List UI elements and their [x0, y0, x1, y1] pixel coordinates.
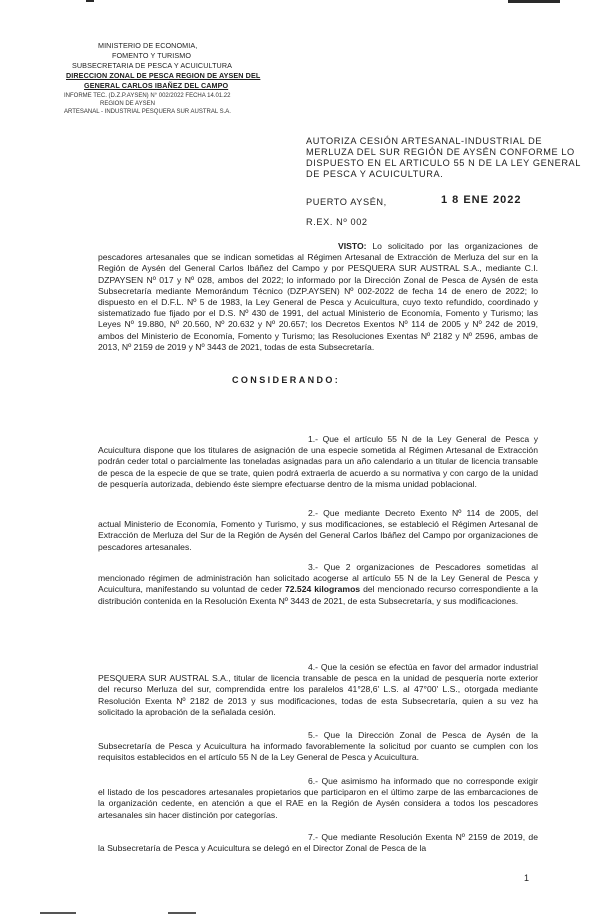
considerando-item-3	[98, 562, 538, 607]
visto-paragraph	[98, 241, 538, 353]
subject-line: AUTORIZA CESIÓN ARTESANAL-INDUSTRIAL DE	[306, 136, 543, 146]
scan-edge-mark	[86, 0, 94, 2]
place-label: PUERTO AYSÉN,	[306, 197, 387, 207]
considerando-item-7: 7.- Que mediante Resolución Exenta Nº 2159 de 2019, de la Subsecretaría de Pesca y Acuicultura se delegó en el Director Zonal de Pesca de la	[98, 832, 538, 854]
cession-amount: 72.524 kilogramos	[284, 584, 361, 595]
subject-line: MERLUZA DEL SUR REGIÓN DE AYSÉN CONFORME LO	[306, 147, 575, 157]
visto-text: Lo solicitado por las organizaciones de pescadores artesanales que se indican sometidas al Régimen Artesanal de Extracción de Merluza del sur en la Región de Aysén del General Carlos Ibáñez del Campo y por PESQUERA SUR AUSTRAL S.A., mediante C.I. DZPAYSEN Nº 017 y Nº 028, ambos del 2022; lo informado por la Dirección Zonal de Pesca de Aysén de esta Subsecretaría mediante Memorándum Técnico (DZP.AYSEN) Nº 002-2022 de fecha 14 de enero de 2022; lo dispuesto en el D.F.L. Nº 5 de 1983, la Ley General de Pesca y Acuicultura, cuyo texto refundido, coordinado y sistematizado fue fijado por el D.S. Nº 430 de 1991, del actual Ministerio de Economía, Fomento y Turismo; las Leyes Nº 19.880, Nº 20.560, Nº 20.632 y Nº 20.657; los Decretos Exentos Nº 114 de 2005 y Nº 242 de 2019, ambos del Ministerio de Economía, Fomento y Turismo; las Resoluciones Exentas Nº 2182 y Nº 2596, ambas de 2013, Nº 2159 de 2019 y Nº 3443 de 2021, todas de esta Subsecretaría.	[98, 241, 538, 352]
visto-label: VISTO:	[338, 241, 367, 251]
item-3-text-end: del mencionado recurso correspondiente a la distribución contenida en la Resolución Exenta Nº 3443 de 2021, de esta Subsecretaría, y sus modificaciones.	[98, 584, 538, 606]
reference-region: REGION DE AYSEN	[100, 101, 155, 107]
item-3-text: 3.- Que 2 organizaciones de Pescadores sometidas al mencionado régimen de administración han solicitado acogerse al artículo 55 N de la Ley General de Pesca y Acuicultura, manifestando su voluntad de ceder	[98, 562, 538, 595]
resolution-number: R.EX. Nº 002	[306, 217, 368, 227]
considerando-item-4: 4.- Que la cesión se efectúa en favor del armador industrial PESQUERA SUR AUSTRAL S.A., titular de licencia transable de pesca en la unidad de pesquería norte exterior del recurso Merluza del sur, comprendida entre los paralelos 41°28,6' L.S. al 47°00' L.S., otorgada mediante Resolución Exenta Nº 2182 de 2013 y sus modificaciones, todas de esta Subsecretaría, quien a su vez ha solicitado la aprobación de la señalada cesión.	[98, 662, 538, 717]
considerando-item-6: 6.- Que asimismo ha informado que no corresponde exigir el listado de los pescadores artesanales propietarios que participaron en el último zarpe de las embarcaciones de la organización cedente, en atención a que el RAE en la Región de Aysén considera a todos los pescadores artesanales sin hacer distinción por categorías.	[98, 776, 538, 820]
reference-parties: ARTESANAL - INDUSTRIAL PESQUERA SUR AUSTRAL S.A.	[64, 109, 231, 115]
region-general-line: GENERAL CARLOS IBAÑEZ DEL CAMPO	[84, 81, 229, 90]
page-number: 1	[524, 873, 530, 883]
ministry-line: MINISTERIO DE ECONOMIA,	[98, 41, 198, 50]
subject-line: DISPUESTO EN EL ARTICULO 55 N DE LA LEY GENERAL	[306, 158, 581, 168]
considerando-item-2: 2.- Que mediante Decreto Exento Nº 114 de 2005, del actual Ministerio de Economía, Fomento y Turismo, y sus modificaciones, se estableció el Régimen Artesanal de Extracción de Merluza del Sur de la Región de Aysén del General Carlos Ibáñez del Campo por organizaciones de pescadores artesanales.	[98, 508, 538, 552]
considerando-item-1: 1.- Que el artículo 55 N de la Ley General de Pesca y Acuicultura dispone que los titulares de asignación de una especie sometida al Régimen Artesanal de Extracción podrán ceder total o parcialmente las toneladas asignadas para un año calendario a un titular de licencia transable de pesca de la especie de que se trate, quien podrá extraerla de acuerdo a su normativa y con cargo de la unidad de pesquería autorizada, debiendo éste siempre efectuarse dentro de la misma unidad poblacional.	[98, 434, 538, 489]
subject-line: DE PESCA Y ACUICULTURA.	[306, 169, 444, 179]
scan-edge-mark	[168, 912, 196, 914]
direccion-zonal-line: DIRECCION ZONAL DE PESCA REGION DE AYSEN DEL	[66, 71, 261, 80]
date-stamp: 1 8 ENE 2022	[441, 194, 522, 206]
scan-edge-mark	[508, 0, 560, 3]
reference-line: INFORME TEC. (D.Z.P.AYSEN) N° 002/2022 FECHA 14.01.22	[64, 93, 231, 99]
subsecretaria-line: SUBSECRETARIA DE PESCA Y ACUICULTURA	[72, 61, 233, 70]
ministry-line-2: FOMENTO Y TURISMO	[112, 51, 192, 60]
considerando-heading: CONSIDERANDO:	[232, 375, 341, 385]
scan-edge-mark	[40, 912, 76, 914]
considerando-item-5: 5.- Que la Dirección Zonal de Pesca de Aysén de la Subsecretaría de Pesca y Acuicultura ha informado favorablemente la solicitud por cuanto se cumplen con los requisitos establecidos en el artículo 55 N de la Ley General de Pesca y Acuicultura.	[98, 730, 538, 763]
